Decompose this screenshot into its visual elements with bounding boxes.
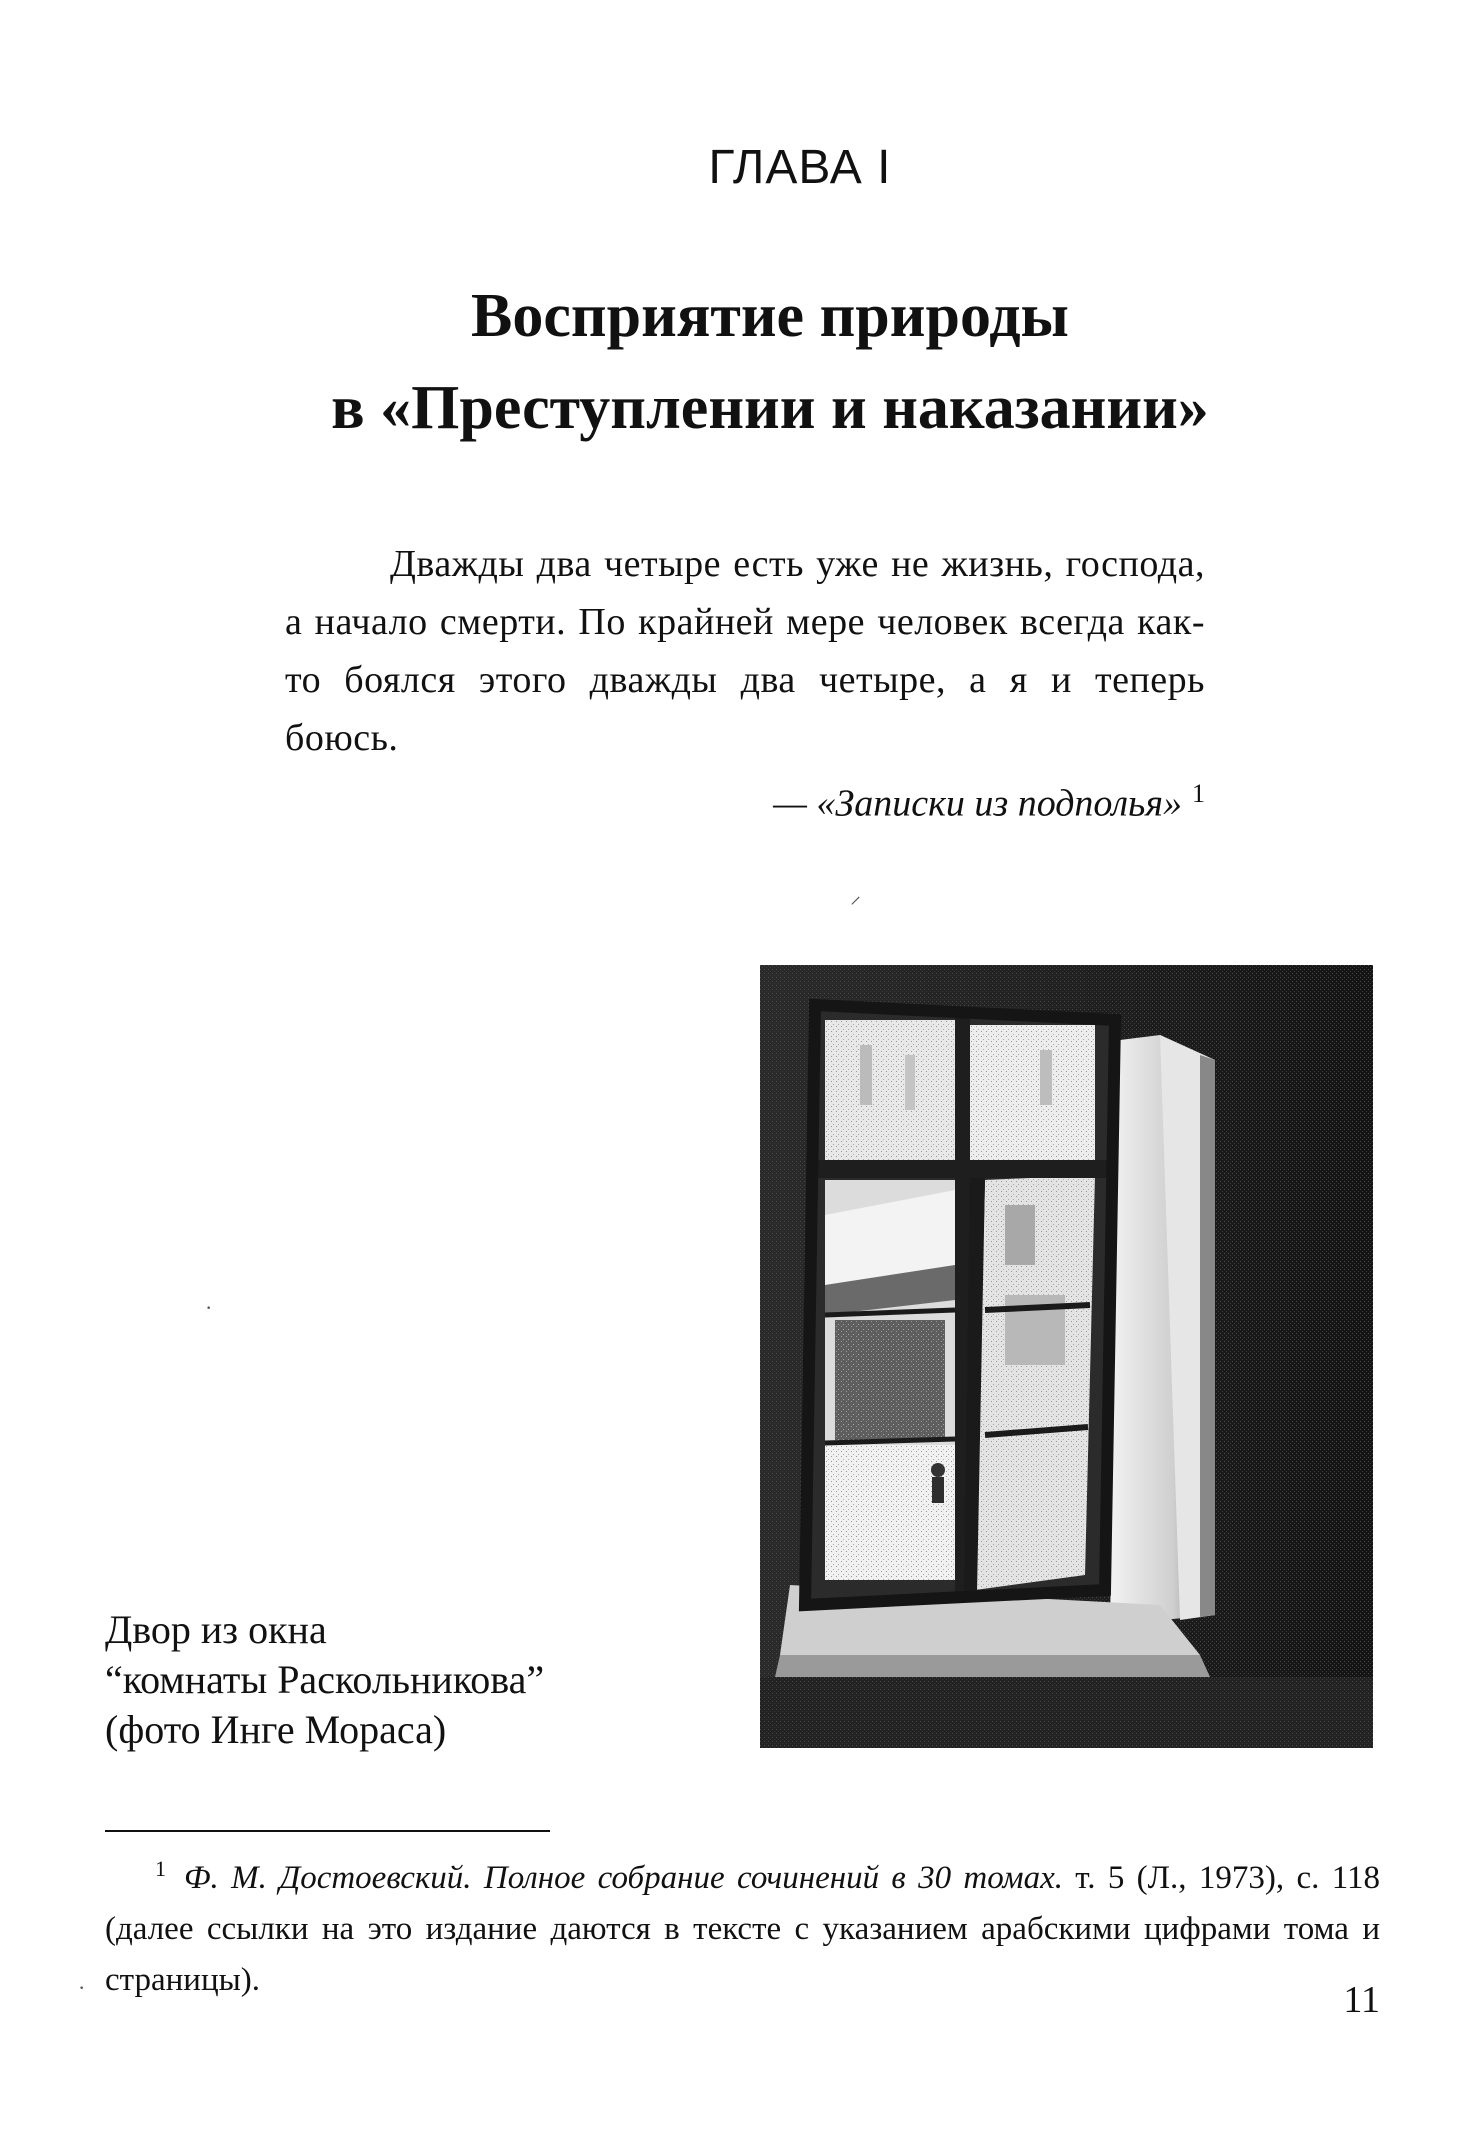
chapter-title-line-1: Восприятие природы [471, 282, 1069, 350]
photo-caption-line-2: “комнаты Раскольникова” [105, 1657, 545, 1702]
stray-dot: · [78, 1975, 86, 2000]
photo-caption-line-1: Двор из окна [105, 1607, 327, 1652]
photo-caption [105, 1605, 625, 1755]
epigraph-text: Дважды два четыре есть уже не жизнь, господа, а начало смерти. По крайней мере человек всегда как-то боялся этого дважды два четыре, а я и теперь боюсь. [285, 543, 1205, 759]
chapter-title [30, 270, 1480, 454]
stray-mark: ⸝ [850, 883, 862, 908]
epigraph-source [285, 765, 1205, 833]
window-photo [760, 965, 1373, 1748]
epigraph-footnote-ref: 1 [1192, 779, 1205, 808]
page-number: 11 [1343, 1979, 1380, 2021]
footnote [105, 1843, 1380, 2006]
footnote-ref: 1 [155, 1856, 166, 1881]
epigraph-source-title: — «Записки из подполья» [773, 782, 1182, 825]
chapter-label: ГЛАВА I [708, 141, 892, 194]
chapter-title-line-2: в «Преступлении и наказании» [331, 374, 1209, 442]
footnote-citation: Ф. М. Достоевский. Полное собрание сочинений в 30 томах. [184, 1860, 1063, 1896]
stray-dot: · [205, 1295, 213, 1320]
window-photo-illustration [760, 965, 1373, 1748]
footnote-divider [105, 1830, 550, 1832]
footnote-details: т. 5 (Л., 1973), с. 118 (далее ссылки на это издание даются в тексте с указанием арабскими цифрами тома и страницы). [105, 1860, 1380, 1998]
photo-caption-line-3: (фото Инге Мораса) [105, 1707, 447, 1752]
